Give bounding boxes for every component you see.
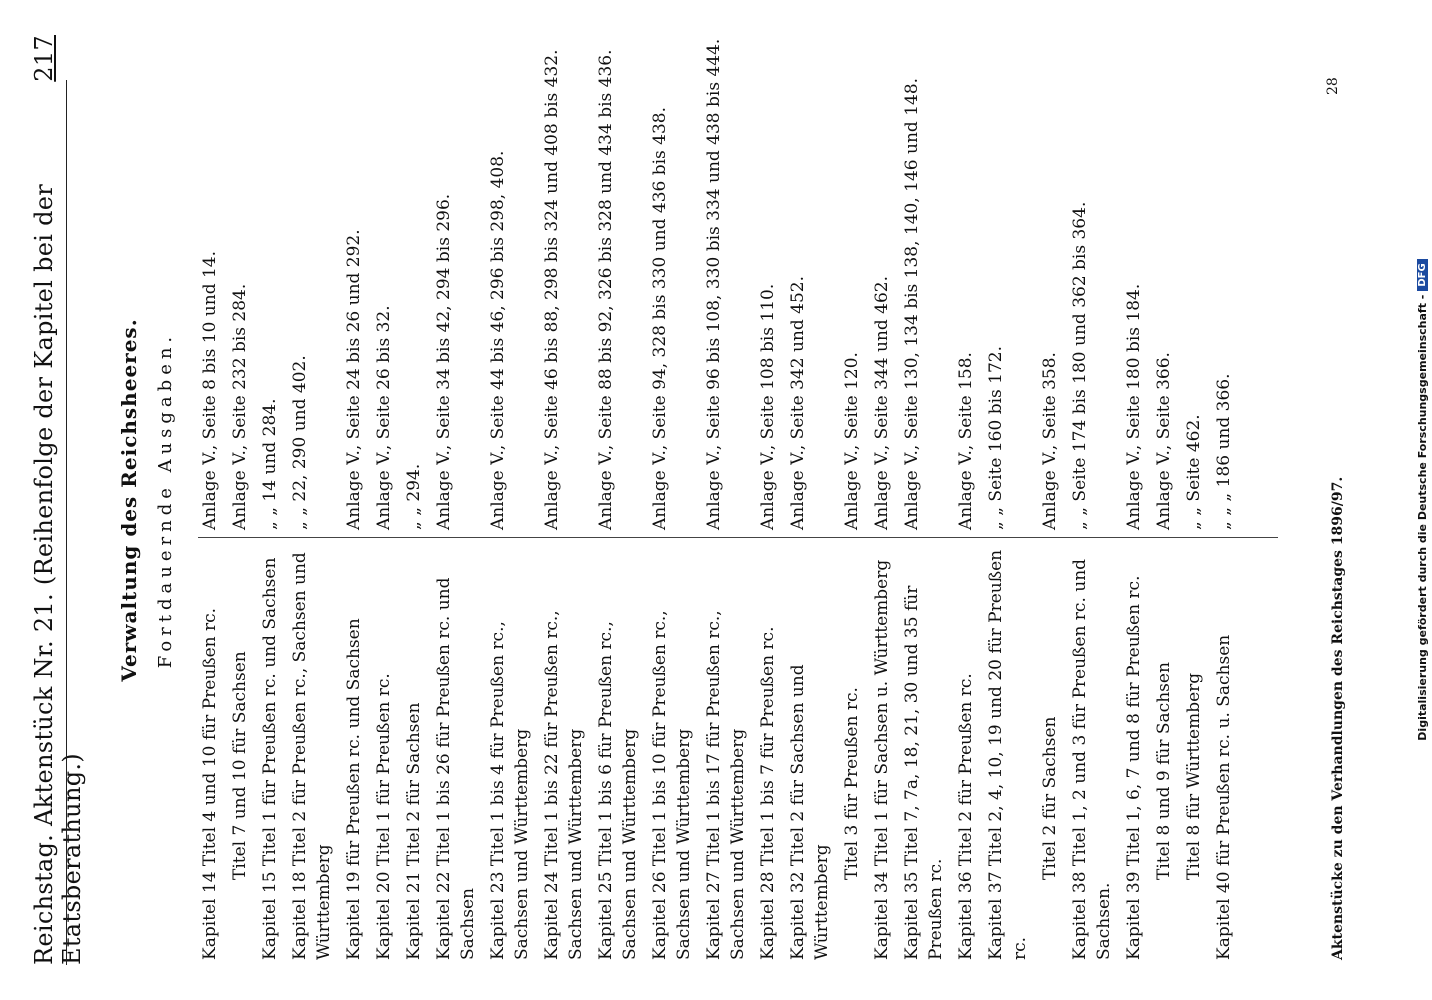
table-row	[900, 30, 948, 960]
appendix-reference-cell: Anlage V., Seite 24 bis 26 und 292.	[344, 229, 364, 530]
table-row	[702, 30, 750, 960]
appendix-reference-cell: Anlage V., Seite 108 bis 110.	[758, 283, 778, 530]
table-row	[756, 30, 780, 960]
appendix-reference-cell: Anlage V., Seite 158.	[956, 352, 976, 530]
chapter-title-cell: Kapitel 34 Titel 1 für Sachsen u. Württemberg	[872, 559, 892, 960]
appendix-reference-cell: „ „ 14 und 284.	[260, 398, 280, 530]
chapter-title-cell: Kapitel 19 für Preußen rc. und Sachsen	[344, 618, 364, 960]
table-row	[342, 30, 366, 960]
table-row	[1122, 30, 1146, 960]
table-row	[1182, 30, 1206, 960]
chapter-title-cell: Kapitel 27 Titel 1 bis 17 für Preußen rc., Sachsen und Württemberg	[704, 610, 748, 960]
appendix-reference-cell: Anlage V., Seite 46 bis 88, 298 bis 324 und 408 bis 432.	[542, 49, 562, 530]
header-title: Reichstag. Aktenstück Nr. 21. (Reihenfolge der Kapitel bei der Etatsberathung.)	[30, 183, 86, 965]
chapter-title-cell: Kapitel 14 Titel 4 und 10 für Preußen rc.	[200, 607, 220, 960]
table-row	[486, 30, 534, 960]
appendix-reference-cell: „ „ Seite 462.	[1184, 414, 1204, 530]
page-header	[30, 35, 86, 965]
appendix-reference-cell: Anlage V., Seite 88 bis 92, 326 bis 328 und 434 bis 436.	[596, 49, 616, 530]
chapter-title-cell: Kapitel 37 Titel 2, 4, 10, 19 und 20 für Preußen rc.	[986, 549, 1030, 960]
appendix-reference-cell: Anlage V., Seite 96 bis 108, 330 bis 334 und 438 bis 444.	[704, 38, 724, 530]
table-row	[870, 30, 894, 960]
appendix-reference-cell: Anlage V., Seite 8 bis 10 und 14.	[200, 250, 220, 530]
chapter-table	[198, 30, 1242, 960]
table-row	[402, 30, 426, 960]
appendix-reference-cell: „ „ Seite 160 bis 172.	[986, 345, 1006, 530]
table-row	[984, 30, 1032, 960]
chapter-title-cell: Kapitel 23 Titel 1 bis 4 für Preußen rc., Sachsen und Württemberg	[488, 621, 532, 960]
appendix-reference-cell: „ „ Seite 174 bis 180 und 362 bis 364.	[1070, 201, 1090, 530]
table-row	[228, 30, 252, 960]
table-row	[1212, 30, 1236, 960]
chapter-title-cell: Kapitel 36 Titel 2 für Preußen rc.	[956, 673, 976, 960]
table-row	[432, 30, 480, 960]
chapter-title-cell: Titel 7 und 10 für Sachsen	[230, 651, 250, 880]
appendix-reference-cell: Anlage V., Seite 358.	[1040, 352, 1060, 530]
appendix-reference-cell: Anlage V., Seite 344 und 462.	[872, 276, 892, 530]
header-rule	[66, 80, 67, 965]
sheet-mark: 28	[1325, 77, 1341, 95]
chapter-title-cell: Titel 8 und 9 für Sachsen	[1154, 662, 1174, 880]
table-row	[1038, 30, 1062, 960]
table-row	[1068, 30, 1116, 960]
chapter-title-cell: Kapitel 15 Titel 1 für Preußen rc. und Sachsen	[260, 557, 280, 960]
chapter-title-cell: Kapitel 35 Titel 7, 7a, 18, 21, 30 und 35 für Preußen rc.	[902, 585, 946, 960]
table-row	[540, 30, 588, 960]
appendix-reference-cell: Anlage V., Seite 120.	[842, 352, 862, 530]
chapter-title-cell: Kapitel 26 Titel 1 bis 10 für Preußen rc., Sachsen und Württemberg	[650, 610, 694, 960]
chapter-title-cell: Kapitel 38 Titel 1, 2 und 3 für Preußen rc. und Sachsen.	[1070, 558, 1114, 960]
digitization-note	[1412, 0, 1432, 1000]
subtitle: Fortdauernde Ausgaben.	[155, 331, 176, 669]
appendix-reference-cell: Anlage V., Seite 44 bis 46, 296 bis 298, 408.	[488, 150, 508, 530]
appendix-reference-cell: „ „ 22, 290 und 402.	[290, 355, 310, 530]
table-row	[954, 30, 978, 960]
table-row	[258, 30, 282, 960]
table-row	[198, 30, 222, 960]
chapter-title-cell: Kapitel 25 Titel 1 bis 6 für Preußen rc., Sachsen und Württemberg	[596, 621, 640, 960]
chapter-title-cell: Kapitel 20 Titel 1 für Preußen rc.	[374, 673, 394, 960]
footnote: Aktenstücke zu den Verhandlungen des Reichstages 1896/97.	[1330, 476, 1346, 960]
chapter-title-cell: Kapitel 40 für Preußen rc. u. Sachsen	[1214, 634, 1234, 960]
appendix-reference-cell: Anlage V., Seite 34 bis 42, 294 bis 296.	[434, 193, 454, 530]
table-row	[1152, 30, 1176, 960]
appendix-reference-cell: Anlage V., Seite 366.	[1154, 352, 1174, 530]
section-title: Verwaltung des Reichsheeres.	[117, 318, 141, 682]
page-number: 217	[30, 35, 58, 82]
chapter-title-cell: Kapitel 18 Titel 2 für Preußen rc., Sachsen und Württemberg	[290, 552, 334, 960]
chapter-title-cell: Titel 8 für Württemberg	[1184, 672, 1204, 880]
chapter-title-cell: Kapitel 28 Titel 1 bis 7 für Preußen rc.	[758, 626, 778, 960]
chapter-title-cell: Titel 2 für Sachsen	[1040, 716, 1060, 880]
table-row	[786, 30, 834, 960]
appendix-reference-cell: Anlage V., Seite 130, 134 bis 138, 140, 146 und 148.	[902, 77, 922, 530]
appendix-reference-cell: Anlage V., Seite 232 bis 284.	[230, 283, 250, 530]
appendix-reference-cell: Anlage V., Seite 26 bis 32.	[374, 305, 394, 530]
table-row	[648, 30, 696, 960]
table-row	[840, 30, 864, 960]
table-row	[288, 30, 336, 960]
chapter-title-cell: Titel 3 für Preußen rc.	[842, 687, 862, 880]
chapter-title-cell: Kapitel 22 Titel 1 bis 26 für Preußen rc. und Sachsen	[434, 577, 478, 960]
digitization-text: Digitalisierung gefördert durch die Deutsche Forschungsgemeinschaft -	[1415, 294, 1429, 741]
appendix-reference-cell: „ „ 294.	[404, 463, 424, 530]
appendix-reference-cell: Anlage V., Seite 94, 328 bis 330 und 436 bis 438.	[650, 106, 670, 530]
dfg-logo: DFG	[1417, 259, 1428, 290]
chapter-title-cell: Kapitel 32 Titel 2 für Sachsen und Württemberg	[788, 664, 832, 960]
appendix-reference-cell: „ „ „ 186 und 366.	[1214, 373, 1234, 530]
chapter-title-cell: Kapitel 39 Titel 1, 6, 7 und 8 für Preußen rc.	[1124, 575, 1144, 960]
appendix-reference-cell: Anlage V., Seite 180 bis 184.	[1124, 283, 1144, 530]
chapter-title-cell: Kapitel 24 Titel 1 bis 22 für Preußen rc., Sachsen und Württemberg	[542, 610, 586, 960]
chapter-title-cell: Kapitel 21 Titel 2 für Sachsen	[404, 702, 424, 960]
table-row	[594, 30, 642, 960]
appendix-reference-cell: Anlage V., Seite 342 und 452.	[788, 276, 808, 530]
table-row	[372, 30, 396, 960]
